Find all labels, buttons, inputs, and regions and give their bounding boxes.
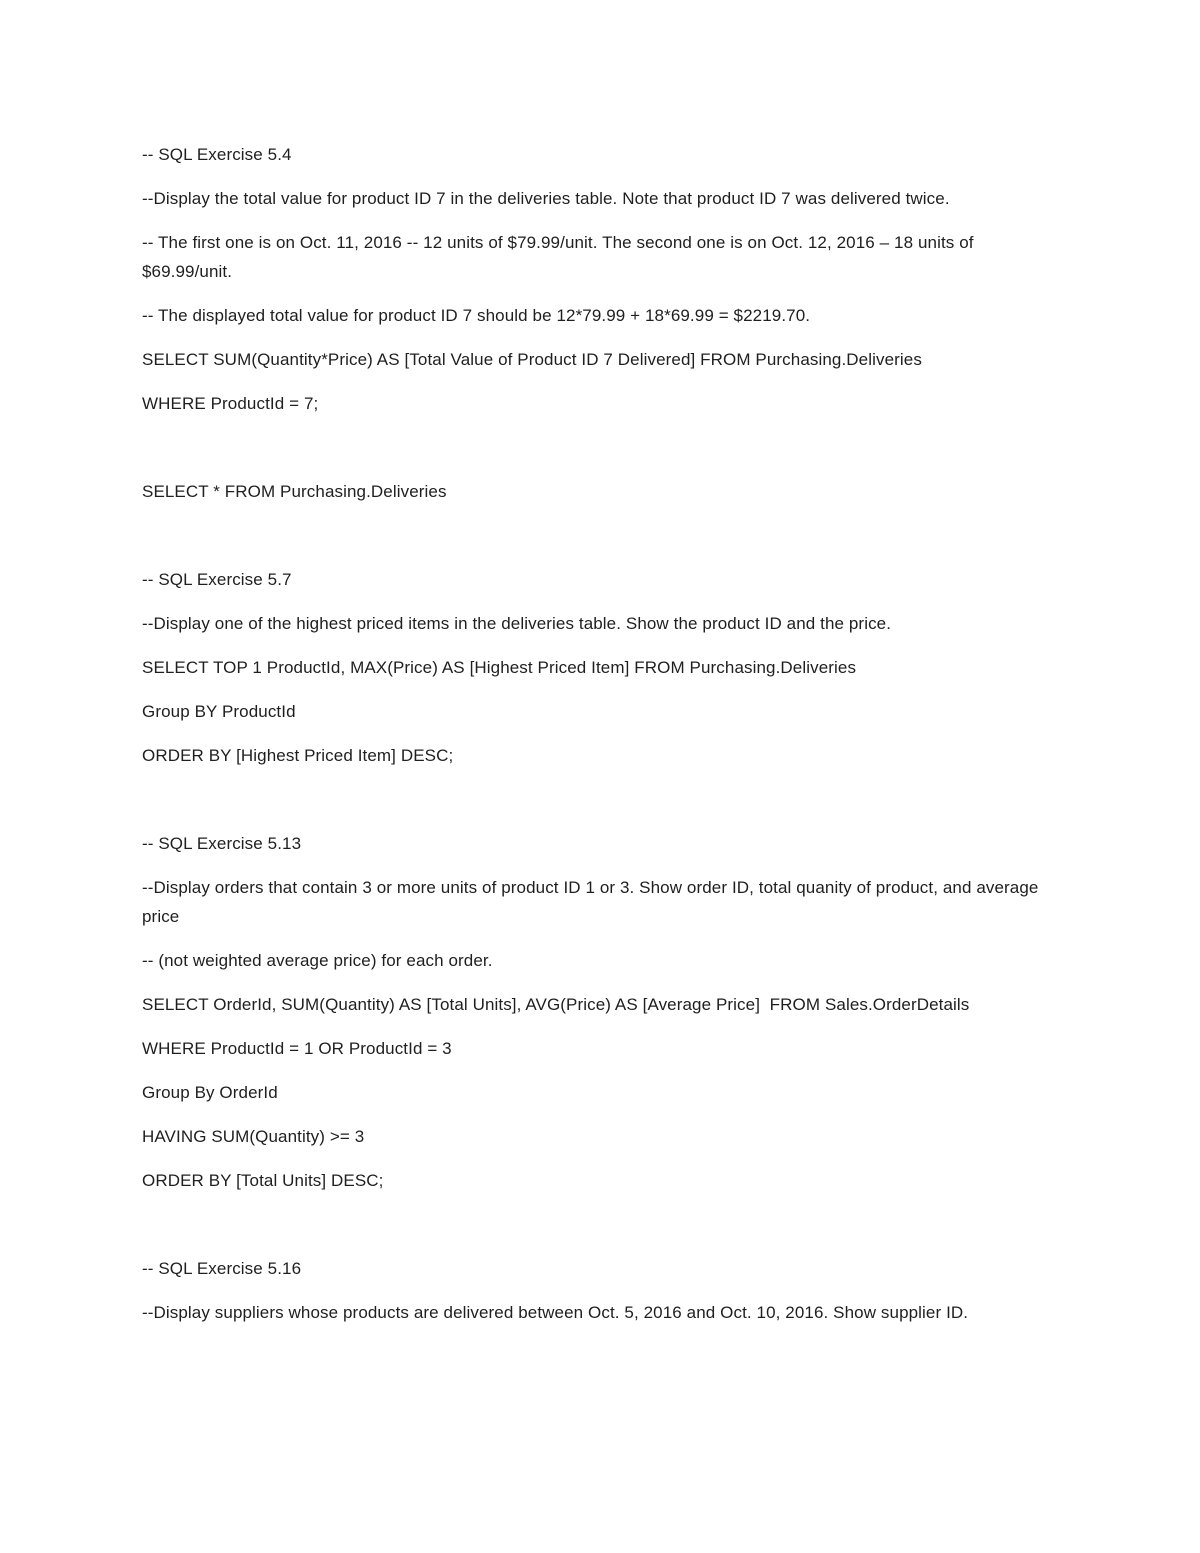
sql-statement: WHERE ProductId = 7;	[142, 394, 319, 413]
exercise-description: --Display the total value for product ID 7 in the deliveries table. Note that product ID 7 was delivered twice.	[142, 189, 950, 208]
exercise-note: -- The first one is on Oct. 11, 2016 -- 12 units of $79.99/unit. The second one is on Oct. 12, 2016 – 18 units of $69.99/unit.	[142, 233, 979, 281]
sql-statement: Group BY ProductId	[142, 702, 296, 721]
sql-statement: SELECT * FROM Purchasing.Deliveries	[142, 482, 447, 501]
exercise-description: --Display suppliers whose products are delivered between Oct. 5, 2016 and Oct. 10, 2016. Show supplier ID.	[142, 1303, 969, 1322]
exercise-note: -- The displayed total value for product ID 7 should be 12*79.99 + 18*69.99 = $2219.70.	[142, 306, 811, 325]
exercise-description: --Display orders that contain 3 or more units of product ID 1 or 3. Show order ID, total quanity of product, and average price	[142, 878, 1044, 926]
blank-line	[142, 1210, 1062, 1254]
exercise-description: --Display one of the highest priced items in the deliveries table. Show the product ID and the price.	[142, 614, 892, 633]
sql-statement: HAVING SUM(Quantity) >= 3	[142, 1127, 365, 1146]
sql-statement: Group By OrderId	[142, 1083, 278, 1102]
exercise-note: -- (not weighted average price) for each order.	[142, 951, 493, 970]
sql-statement: ORDER BY [Highest Priced Item] DESC;	[142, 746, 454, 765]
sql-statement: SELECT SUM(Quantity*Price) AS [Total Value of Product ID 7 Delivered] FROM Purchasing.Deliveries	[142, 350, 922, 369]
document-body	[142, 140, 1062, 1342]
exercise-heading-5-13: -- SQL Exercise 5.13	[142, 834, 302, 853]
exercise-heading-5-4: -- SQL Exercise 5.4	[142, 145, 292, 164]
exercise-heading-5-16: -- SQL Exercise 5.16	[142, 1259, 302, 1278]
sql-statement: WHERE ProductId = 1 OR ProductId = 3	[142, 1039, 452, 1058]
exercise-heading-5-7: -- SQL Exercise 5.7	[142, 570, 292, 589]
sql-statement: SELECT TOP 1 ProductId, MAX(Price) AS [Highest Priced Item] FROM Purchasing.Deliveries	[142, 658, 857, 677]
sql-statement: SELECT OrderId, SUM(Quantity) AS [Total Units], AVG(Price) AS [Average Price] FROM Sales.OrderDetails	[142, 995, 970, 1014]
sql-statement: ORDER BY [Total Units] DESC;	[142, 1171, 384, 1190]
blank-line	[142, 785, 1062, 829]
blank-line	[142, 433, 1062, 477]
blank-line	[142, 521, 1062, 565]
